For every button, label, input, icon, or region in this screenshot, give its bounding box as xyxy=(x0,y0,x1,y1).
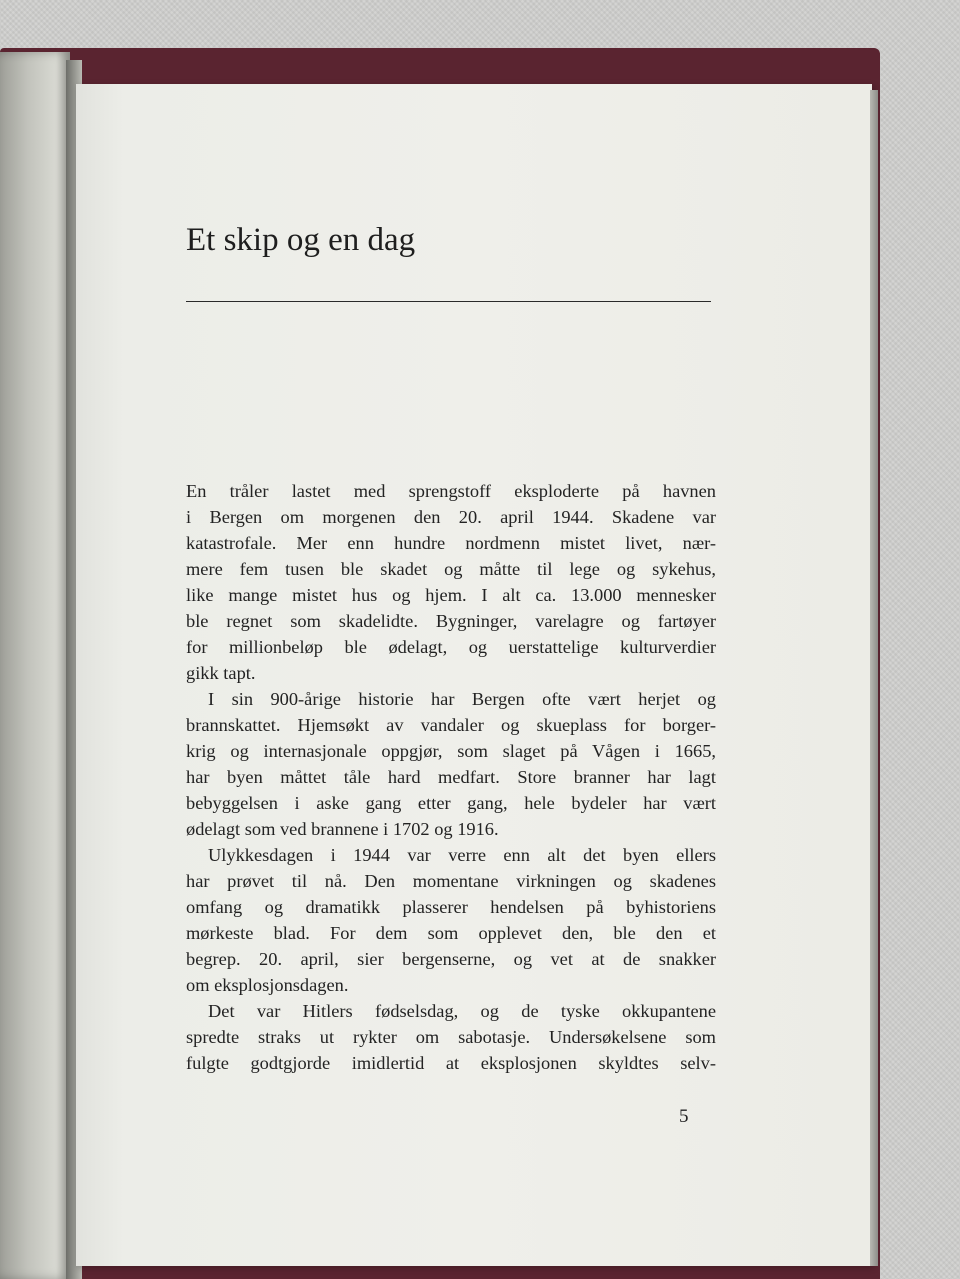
text-line: ble regnet som skadelidte. Bygninger, varelagre og fartøyer xyxy=(186,611,716,631)
text-line: om eksplosjonsdagen. xyxy=(186,975,349,995)
text-line: begrep. 20. april, sier bergenserne, og vet at de snakker xyxy=(186,949,716,969)
text-line: En tråler lastet med sprengstoff eksploderte på havnen xyxy=(186,481,716,501)
left-page-edge xyxy=(0,52,70,1279)
page-stack-edge xyxy=(870,90,878,1266)
paragraph xyxy=(186,842,716,998)
text-line: omfang og dramatikk plasserer hendelsen på byhistoriens xyxy=(186,897,716,917)
text-line: ødelagt som ved brannene i 1702 og 1916. xyxy=(186,819,499,839)
text-line: brannskattet. Hjemsøkt av vandaler og skueplass for borger- xyxy=(186,715,716,735)
text-line: mørkeste blad. For dem som opplevet den, ble den et xyxy=(186,923,716,943)
text-line: like mange mistet hus og hjem. I alt ca. 13.000 mennesker xyxy=(186,585,716,605)
body-text xyxy=(186,478,716,1076)
text-line: mere fem tusen ble skadet og måtte til lege og sykehus, xyxy=(186,559,716,579)
title-rule xyxy=(186,301,711,302)
chapter-title: Et skip og en dag xyxy=(186,222,416,258)
text-line: fulgte godtgjorde imidlertid at eksplosjonen skyldtes selv- xyxy=(186,1053,716,1073)
text-line: har prøvet til nå. Den momentane virkningen og skadenes xyxy=(186,871,716,891)
text-line: I sin 900-årige historie har Bergen ofte vært herjet og xyxy=(208,689,716,709)
paragraph xyxy=(186,686,716,842)
paragraph xyxy=(186,478,716,686)
text-line: Det var Hitlers fødselsdag, og de tyske okkupantene xyxy=(208,1001,716,1021)
text-line: gikk tapt. xyxy=(186,663,256,683)
paragraph xyxy=(186,998,716,1076)
text-line: katastrofale. Mer enn hundre nordmenn mistet livet, nær- xyxy=(186,533,716,553)
page-number: 5 xyxy=(679,1106,689,1127)
text-line: har byen måttet tåle hard medfart. Store branner har lagt xyxy=(186,767,716,787)
text-line: krig og internasjonale oppgjør, som slaget på Vågen i 1665, xyxy=(186,741,716,761)
text-line: bebyggelsen i aske gang etter gang, hele bydeler har vært xyxy=(186,793,716,813)
text-line: spredte straks ut rykter om sabotasje. Undersøkelsene som xyxy=(186,1027,716,1047)
text-line: for millionbeløp ble ødelagt, og uerstattelige kulturverdier xyxy=(186,637,716,657)
text-line: Ulykkesdagen i 1944 var verre enn alt det byen ellers xyxy=(208,845,716,865)
text-line: i Bergen om morgenen den 20. april 1944. Skadene var xyxy=(186,507,716,527)
